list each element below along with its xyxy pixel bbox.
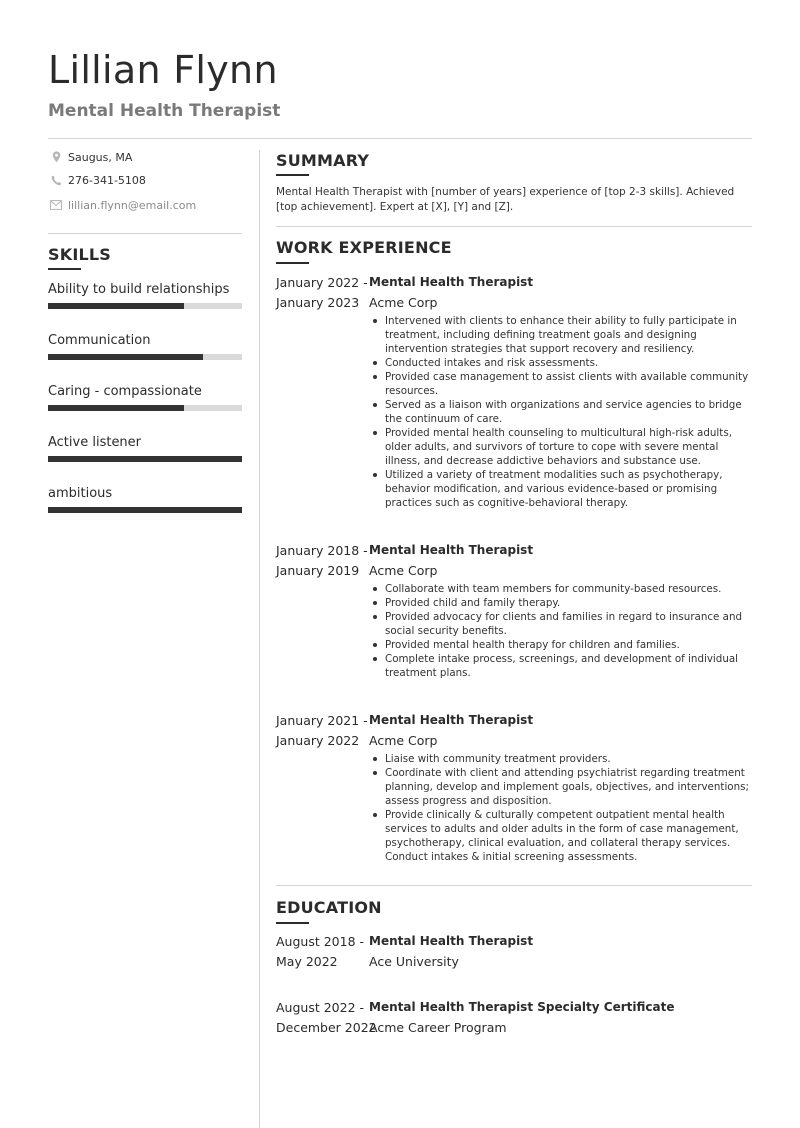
education-school: Acme Career Program (369, 1020, 507, 1035)
column-divider (259, 150, 260, 1128)
job-date-end: January 2022 (276, 733, 360, 748)
education-dates (276, 932, 368, 972)
job-bullet: Coordinate with client and attending psychiatrist regarding treatment planning, develop and implement goals, objectives, and interventions; assess progress and disposition. (385, 766, 752, 808)
skill-meter (48, 354, 242, 360)
education-heading-underline (276, 922, 309, 924)
job-bullet: Liaise with community treatment providers. (385, 752, 752, 766)
job-bullets (385, 314, 752, 510)
education-degree: Mental Health Therapist (369, 934, 534, 948)
job-date-end: January 2023 (276, 295, 360, 310)
education-degree: Mental Health Therapist Specialty Certificate (369, 1000, 675, 1014)
skill-meter (48, 507, 242, 513)
skill-meter (48, 405, 242, 411)
skill-label: Active listener (48, 435, 142, 450)
job-dates (276, 541, 368, 581)
contact-location (50, 149, 132, 165)
skill-meter (48, 303, 242, 309)
job-bullet: Utilized a variety of treatment modalities such as psychotherapy, behavior modification, and various evidence-based or promising practices such as cognitive-behavioral therapy. (385, 468, 752, 510)
job-bullet: Complete intake process, screenings, and development of individual treatment plans. (385, 652, 752, 680)
candidate-title: Mental Health Therapist (48, 101, 281, 121)
skills-heading-underline (48, 268, 81, 270)
job-bullet: Provided mental health counseling to multicultural high-risk adults, older adults, and survivors of torture to cope with severe mental illness, and decrease addictive behaviors and substance use. (385, 426, 752, 468)
job-dates (276, 273, 368, 313)
summary-heading-underline (276, 174, 309, 176)
education-date-start: August 2018 - (276, 934, 365, 949)
job-company: Acme Corp (369, 563, 438, 578)
job-bullet: Served as a liaison with organizations and service agencies to bridge the continuum of care. (385, 398, 752, 426)
job-date-start: January 2022 - (276, 275, 368, 290)
job-bullet: Provide clinically & culturally competent outpatient mental health services to adults and older adults in the form of case management, psychotherapy, clinical evaluation, and collateral therapy services. Conduct intakes & initial screening assessments. (385, 808, 752, 864)
location-text: Saugus, MA (68, 150, 133, 164)
phone-icon (50, 174, 62, 186)
job-bullets (385, 582, 752, 680)
summary-divider (276, 226, 752, 227)
contact-email[interactable] (50, 197, 196, 213)
job-role: Mental Health Therapist (369, 713, 534, 727)
skill-label: Ability to build relationships (48, 282, 230, 297)
education-heading: EDUCATION (276, 898, 382, 917)
location-pin-icon (50, 151, 62, 163)
job-bullet: Provided mental health therapy for children and families. (385, 638, 752, 652)
email-text[interactable]: lillian.flynn@email.com (68, 198, 197, 212)
envelope-icon (50, 199, 62, 211)
summary-text: Mental Health Therapist with [number of years] experience of [top 2-3 skills]. Achieved [top achievement]. Expert at [X], [Y] and [Z]. (276, 186, 735, 213)
job-role: Mental Health Therapist (369, 543, 534, 557)
job-bullet: Conducted intakes and risk assessments. (385, 356, 752, 370)
phone-text: 276-341-5108 (68, 173, 146, 187)
education-dates (276, 998, 377, 1038)
job-company: Acme Corp (369, 295, 438, 310)
header-divider (48, 138, 752, 139)
job-company: Acme Corp (369, 733, 438, 748)
job-date-end: January 2019 (276, 563, 360, 578)
job-role: Mental Health Therapist (369, 275, 534, 289)
education-school: Ace University (369, 954, 459, 969)
skill-meter-fill (48, 456, 242, 462)
skill-meter-fill (48, 507, 242, 513)
job-bullet: Provided advocacy for clients and families in regard to insurance and social security benefits. (385, 610, 752, 638)
job-bullet: Provided case management to assist clients with available community resources. (385, 370, 752, 398)
job-dates (276, 711, 368, 751)
skill-label: ambitious (48, 486, 113, 501)
education-date-start: August 2022 - (276, 1000, 365, 1015)
contact-divider (48, 233, 242, 234)
candidate-name: Lillian Flynn (48, 48, 278, 92)
experience-heading-underline (276, 262, 309, 264)
skill-meter (48, 456, 242, 462)
job-date-start: January 2018 - (276, 543, 368, 558)
experience-heading: WORK EXPERIENCE (276, 238, 452, 257)
job-bullet: Provided child and family therapy. (385, 596, 752, 610)
education-date-end: May 2022 (276, 954, 338, 969)
job-bullet: Intervened with clients to enhance their ability to fully participate in treatment, including defining treatment goals and designing intervention strategies that support recovery and resiliency. (385, 314, 752, 356)
job-bullets (385, 752, 752, 864)
job-date-start: January 2021 - (276, 713, 368, 728)
skills-heading: SKILLS (48, 245, 111, 264)
summary-heading: SUMMARY (276, 151, 370, 170)
contact-phone (50, 172, 146, 188)
skill-label: Communication (48, 333, 151, 348)
job-bullet: Collaborate with team members for community-based resources. (385, 582, 752, 596)
education-date-end: December 2022 (276, 1020, 377, 1035)
skill-meter-fill (48, 303, 184, 309)
skill-meter-fill (48, 354, 203, 360)
skill-meter-fill (48, 405, 184, 411)
experience-divider (276, 885, 752, 886)
skill-label: Caring - compassionate (48, 384, 202, 399)
